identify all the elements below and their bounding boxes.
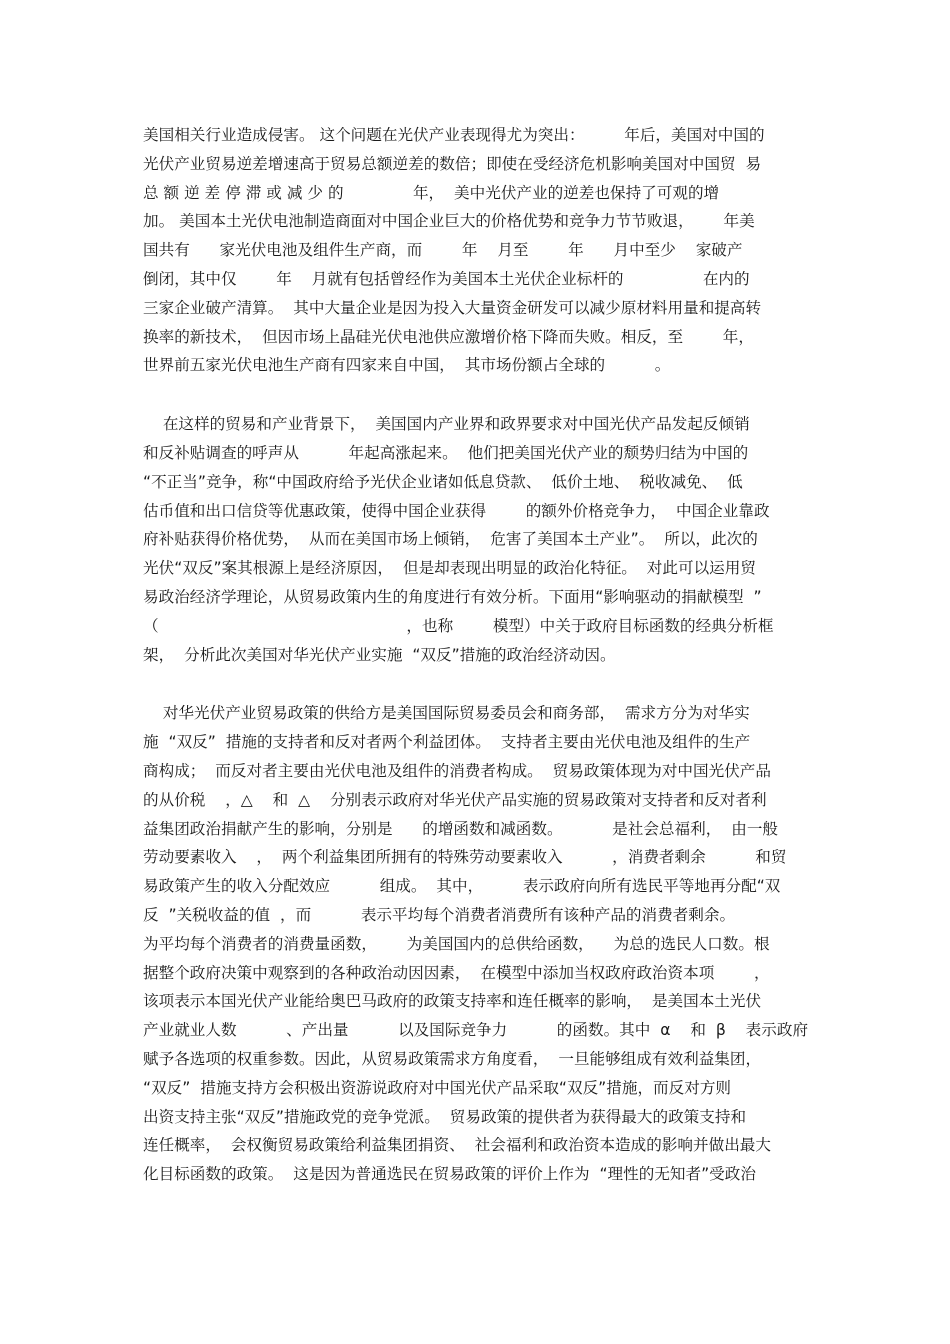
text-line: 加。 美国本土光伏电池制造商面对中国企业巨大的价格优势和竞争力节节败退， 年美 [143, 212, 755, 231]
document-page [143, 121, 808, 1189]
text-line: “双反” 措施支持方会积极出资游说政府对中国光伏产品采取“双反”措施，而反对方则 [143, 1078, 732, 1097]
text-line: 的从价税 ，△ 和 △ 分别表示政府对华光伏产品实施的贸易政策对支持者和反对者利 [143, 790, 767, 809]
text-line: 为平均每个消费者的消费量函数， 为美国国内的总供给函数， 为总的选民人口数。根 [143, 934, 770, 953]
text-line: 架， 分析此次美国对华光伏产业实施 “双反”措施的政治经济动因。 [143, 645, 616, 664]
text-line: 出资支持主张“双反”措施政党的竞争党派。 贸易政策的提供者为获得最大的政策支持和 [143, 1107, 747, 1126]
paragraph-2 [143, 410, 808, 669]
text-line: 换率的新技术， 但因市场上晶硅光伏电池供应激增价格下降而失败。相反，至 年， [143, 327, 754, 346]
text-line: 产业就业人数 、产出量 以及国际竞争力 的函数。其中 α 和 β 表示政府 [143, 1021, 808, 1040]
text-line: 该项表示本国光伏产业能给奥巴马政府的政策支持率和连任概率的影响， 是美国本土光伏 [143, 992, 762, 1011]
text-line: 在这样的贸易和产业背景下， 美国国内产业界和政界要求对中国光伏产品发起反倾销 [143, 415, 750, 434]
text-line: 光伏“双反”案其根源上是经济原因， 但是却表现出明显的政治化特征。 对此可以运用贸 [143, 559, 756, 578]
text-line: 赋予各选项的权重参数。因此，从贸易政策需求方角度看， 一旦能够组成有效利益集团， [143, 1049, 762, 1068]
text-line: 光伏产业贸易逆差增速高于贸易总额逆差的数倍；即使在受经济危机影响美国对中国贸 易 [143, 154, 762, 173]
text-line: 对华光伏产业贸易政策的供给方是美国国际贸易委员会和商务部， 需求方分为对华实 [143, 704, 750, 723]
text-line: 反 ”关税收益的值 ，而 表示平均每个消费者消费所有该种产品的消费者剩余。 [143, 905, 736, 924]
text-line: 连任概率， 会权衡贸易政策给利益集团捐资、 社会福利和政治资本造成的影响并做出最大 [143, 1136, 771, 1155]
paragraph-3 [143, 699, 808, 1189]
text-line: 劳动要素收入 ， 两个利益集团所拥有的特殊劳动要素收入 ，消费者剩余 和贸 [143, 848, 787, 867]
text-line: 商构成； 而反对者主要由光伏电池及组件的消费者构成。 贸易政策体现为对中国光伏产品 [143, 761, 771, 780]
text-line: “不正当”竞争，称“中国政府给予光伏企业诸如低息贷款、 低价土地、 税收减免、 低 [143, 472, 743, 491]
text-line: 倒闭，其中仅 年 月就有包括曾经作为美国本土光伏企业标杆的 在内的 [143, 269, 750, 288]
text-line: 估币值和出口信贷等优惠政策，使得中国企业获得 的额外价格竞争力， 中国企业靠政 [143, 501, 770, 520]
text-line: 易政治经济学理论，从贸易政策内生的角度进行有效分析。下面用“影响驱动的捐献模型 ” [143, 587, 762, 606]
text-line: 化目标函数的政策。 这是因为普通选民在贸易政策的评价上作为 “理性的无知者”受政治 [143, 1165, 756, 1184]
text-line: 总 额 逆 差 停 滞 或 减 少 的 年， 美中光伏产业的逆差也保持了可观的增 [143, 183, 720, 202]
paragraph-gap [143, 669, 808, 699]
text-line: 美国相关行业造成侵害。 这个问题在光伏产业表现得尤为突出： 年后，美国对中国的 [143, 126, 765, 144]
text-line: 易政策产生的收入分配效应 组成。 其中， 表示政府向所有选民平等地再分配“双 [143, 877, 781, 896]
text-line: 国共有 家光伏电池及组件生产商，而 年 月至 年 月中至少 家破产 [143, 241, 743, 260]
text-line: 三家企业破产清算。 其中大量企业是因为投入大量资金研发可以减少原材料用量和提高转 [143, 298, 762, 317]
text-line: 世界前五家光伏电池生产商有四家来自中国， 其市场份额占全球的 。 [143, 356, 671, 375]
text-line: 府补贴获得价格优势， 从而在美国市场上倾销， 危害了美国本土产业”。 所以，此次的 [143, 530, 758, 549]
text-line: 益集团政治捐献产生的影响，分别是 的增函数和减函数。 是社会总福利， 由一般 [143, 819, 779, 838]
paragraph-1 [143, 121, 808, 380]
paragraph-gap [143, 380, 808, 410]
text-line: 和反补贴调查的呼声从 年起高涨起来。 他们把美国光伏产业的颓势归结为中国的 [143, 443, 749, 462]
text-line: （ ，也称 模型）中关于政府目标函数的经典分析框 [143, 616, 774, 635]
text-line: 据整个政府决策中观察到的各种政治动因因素， 在模型中添加当权政府政治资本项 ， [143, 963, 770, 982]
text-line: 施 “双反” 措施的支持者和反对者两个利益团体。 支持者主要由光伏电池及组件的生产 [143, 733, 751, 752]
